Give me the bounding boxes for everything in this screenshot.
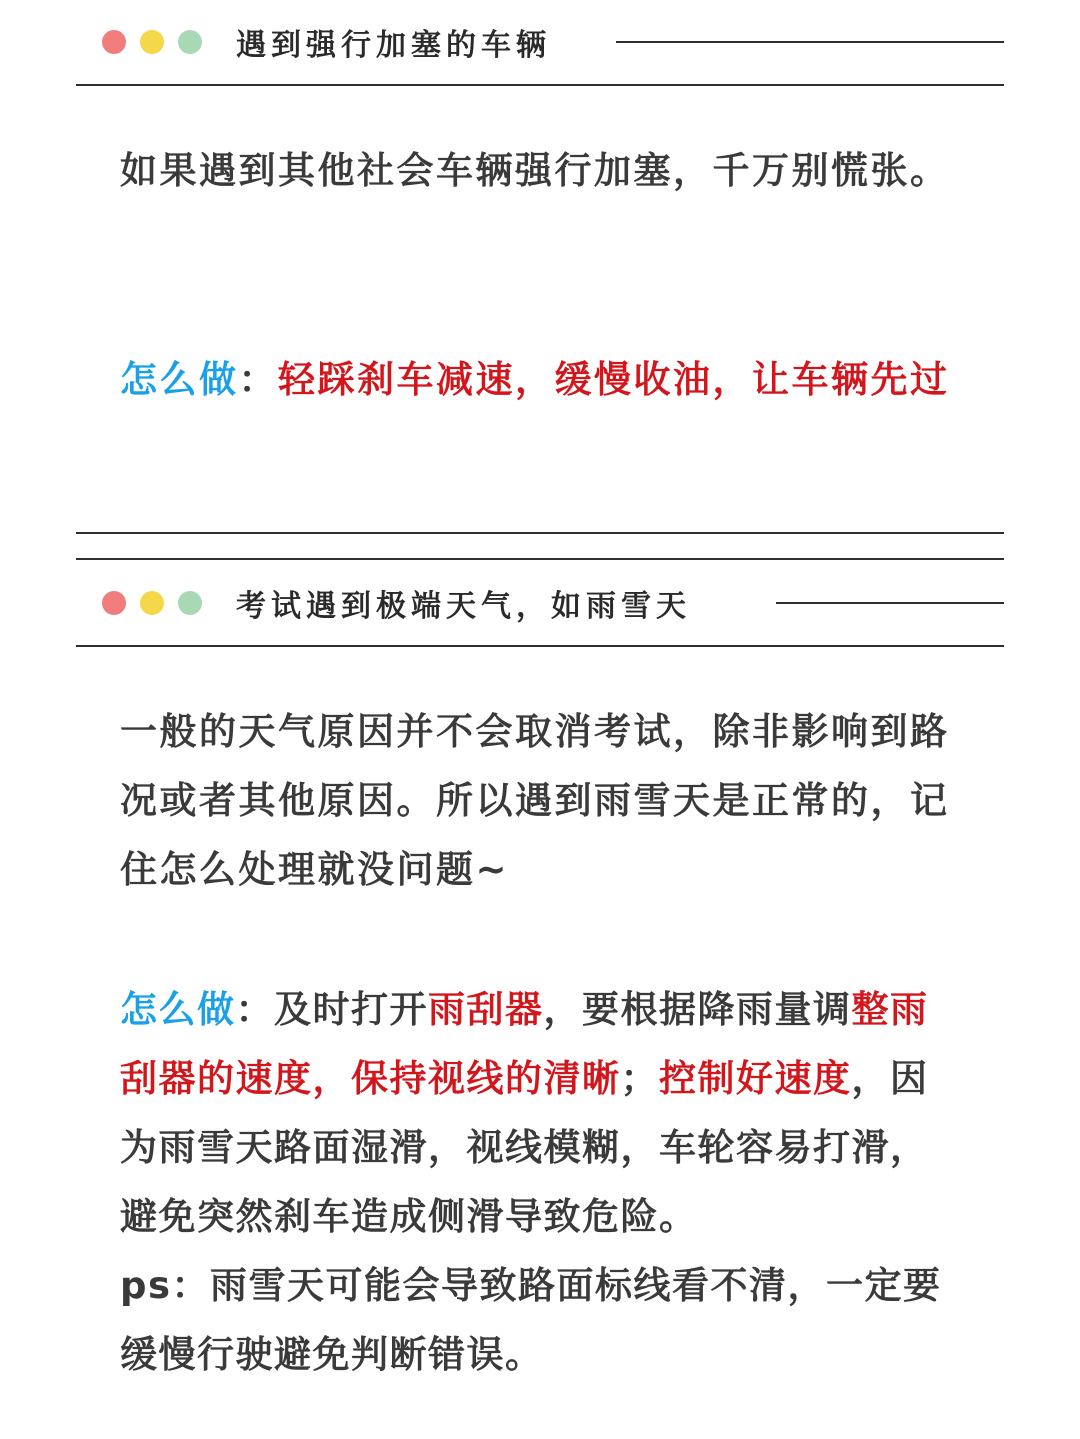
howto-text: 及时打开 [274, 988, 428, 1031]
section-header-2 [76, 573, 1004, 633]
howto-label: 怎么做 [120, 358, 239, 401]
intro-text: 一般的天气原因并不会取消考试，除非影响到路况或者其他原因。所以遇到雨雪天是正常的，记住怎么处理就没问题~ [120, 710, 950, 891]
howto-colon: ： [238, 358, 278, 401]
howto-emphasis: 雨刮器 [428, 988, 544, 1031]
yellow-dot-icon [140, 591, 164, 615]
intro-paragraph [120, 697, 960, 904]
howto-paragraph [120, 975, 960, 1389]
howto-label: 怎么做 [120, 988, 236, 1031]
intro-text: 如果遇到其他社会车辆强行加塞，千万别慌张。 [120, 149, 950, 192]
howto-text: ，要根据降雨量调 [543, 988, 852, 1031]
header-divider [776, 602, 1004, 604]
red-dot-icon [102, 591, 126, 615]
divider [76, 84, 1004, 86]
howto-text: ，因为雨雪天路面湿滑，视线模糊，车轮容易打滑，避免突然刹车造成侧滑导致危险。 [120, 1057, 929, 1238]
ps-note: ps：雨雪天可能会导致路面标线看不清，一定要缓慢行驶避免判断错误。 [120, 1264, 942, 1376]
section-header-1 [76, 12, 1004, 72]
header-divider [616, 41, 1004, 43]
section-title: 考试遇到极端天气，如雨雪天 [236, 589, 691, 624]
howto-paragraph [120, 345, 960, 414]
green-dot-icon [178, 30, 202, 54]
divider [76, 645, 1004, 647]
howto-colon: ： [235, 988, 274, 1031]
green-dot-icon [178, 591, 202, 615]
howto-text: ； [620, 1057, 659, 1100]
howto-text: 轻踩刹车减速，缓慢收油，让车辆先过 [278, 358, 950, 401]
howto-emphasis: 整雨刮器的速度，保持视线的清晰 [120, 988, 929, 1100]
intro-paragraph [120, 136, 960, 205]
yellow-dot-icon [140, 30, 164, 54]
divider [76, 532, 1004, 534]
section-title: 遇到强行加塞的车辆 [236, 28, 551, 63]
red-dot-icon [102, 30, 126, 54]
howto-emphasis: 控制好速度 [659, 1057, 852, 1100]
divider [76, 558, 1004, 560]
